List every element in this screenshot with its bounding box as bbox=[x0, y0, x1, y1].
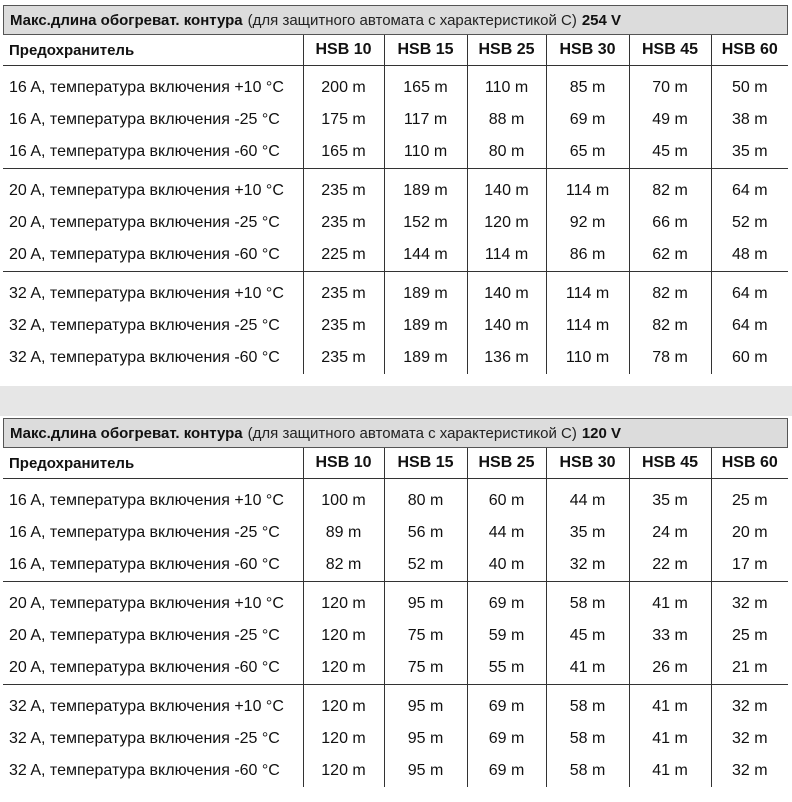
length-cell: 136 m bbox=[467, 342, 546, 374]
length-cell: 82 m bbox=[303, 549, 384, 582]
length-cell: 120 m bbox=[303, 755, 384, 787]
length-cell: 175 m bbox=[303, 104, 384, 136]
length-cell: 55 m bbox=[467, 652, 546, 685]
length-cell: 41 m bbox=[546, 652, 629, 685]
length-cell: 114 m bbox=[546, 310, 629, 342]
section-separator bbox=[0, 386, 792, 416]
length-cell: 60 m bbox=[467, 485, 546, 517]
length-cell: 50 m bbox=[731, 79, 768, 96]
length-cell: 235 m bbox=[303, 342, 384, 374]
table-row bbox=[3, 691, 788, 723]
length-cell: 88 m bbox=[467, 104, 546, 136]
length-cell: 52 m bbox=[384, 549, 467, 582]
length-cell: 35 m bbox=[711, 136, 788, 169]
length-cell: 58 m bbox=[546, 723, 629, 755]
length-cell: 58 m bbox=[546, 691, 629, 723]
length-cell: 38 m bbox=[731, 111, 768, 128]
length-cell: 120 m bbox=[303, 620, 384, 652]
column-header-model: HSB 60 bbox=[711, 448, 788, 479]
table-title: Макс.длина обогреват. контура bbox=[10, 424, 243, 442]
row-label: 20 A, температура включения +10 °C bbox=[3, 175, 303, 207]
length-cell: 25 m bbox=[731, 492, 768, 509]
length-cell: 110 m bbox=[546, 342, 629, 374]
table-voltage: 254 V bbox=[581, 11, 622, 29]
length-cell: 26 m bbox=[629, 652, 711, 685]
length-cell: 44 m bbox=[546, 485, 629, 517]
table-row bbox=[3, 278, 788, 310]
table-row bbox=[3, 517, 788, 549]
length-cell: 120 m bbox=[303, 691, 384, 723]
length-cell: 52 m bbox=[731, 214, 768, 231]
table-row bbox=[3, 620, 788, 652]
length-cell: 32 m bbox=[731, 698, 768, 715]
table-row bbox=[3, 310, 788, 342]
table-title-note: (для защитного автомата с характеристикой C) bbox=[247, 424, 577, 442]
length-cell: 114 m bbox=[546, 175, 629, 207]
length-cell: 235 m bbox=[303, 207, 384, 239]
table-row bbox=[3, 723, 788, 755]
length-cell: 60 m bbox=[731, 349, 768, 366]
column-header-model: HSB 10 bbox=[303, 448, 384, 479]
table-254v bbox=[3, 5, 788, 374]
row-label: 32 A, температура включения -60 °C bbox=[3, 342, 303, 374]
length-cell: 32 m bbox=[731, 762, 768, 779]
column-header-model: HSB 30 bbox=[546, 448, 629, 479]
length-cell: 120 m bbox=[467, 207, 546, 239]
length-cell: 117 m bbox=[384, 104, 467, 136]
table-row bbox=[3, 239, 788, 272]
column-header-model: HSB 15 bbox=[384, 448, 467, 479]
length-cell: 65 m bbox=[546, 136, 629, 169]
length-cell: 70 m bbox=[629, 72, 711, 104]
column-header-fuse: Предохранитель bbox=[3, 35, 303, 66]
table-title-note: (для защитного автомата с характеристикой C) bbox=[247, 11, 577, 29]
length-cell: 69 m bbox=[546, 104, 629, 136]
column-header-model: HSB 45 bbox=[629, 35, 711, 66]
length-cell: 114 m bbox=[467, 239, 546, 272]
length-cell: 140 m bbox=[467, 175, 546, 207]
length-cell: 62 m bbox=[629, 239, 711, 272]
length-cell: 235 m bbox=[303, 310, 384, 342]
length-cell: 225 m bbox=[303, 239, 384, 272]
length-cell: 56 m bbox=[384, 517, 467, 549]
row-label: 20 A, температура включения -25 °C bbox=[3, 207, 303, 239]
table-row bbox=[3, 175, 788, 207]
length-cell: 140 m bbox=[467, 278, 546, 310]
length-cell: 69 m bbox=[467, 691, 546, 723]
length-cell: 64 m bbox=[731, 182, 768, 199]
column-header-fuse: Предохранитель bbox=[3, 448, 303, 479]
row-label: 16 A, температура включения -60 °C bbox=[3, 549, 303, 582]
table-row bbox=[3, 104, 788, 136]
column-header-model: HSB 25 bbox=[467, 448, 546, 479]
length-cell: 82 m bbox=[629, 175, 711, 207]
length-cell: 189 m bbox=[384, 278, 467, 310]
length-cell: 89 m bbox=[303, 517, 384, 549]
length-cell: 80 m bbox=[384, 485, 467, 517]
length-cell: 82 m bbox=[629, 278, 711, 310]
length-cell: 75 m bbox=[384, 652, 467, 685]
table-row bbox=[3, 207, 788, 239]
length-cell: 64 m bbox=[731, 285, 768, 302]
table-row bbox=[3, 755, 788, 787]
length-cell: 80 m bbox=[467, 136, 546, 169]
length-cell: 114 m bbox=[546, 278, 629, 310]
row-label: 32 A, температура включения -60 °C bbox=[3, 755, 303, 787]
length-cell: 48 m bbox=[711, 239, 788, 272]
length-cell: 120 m bbox=[303, 723, 384, 755]
table-title-bar bbox=[3, 5, 788, 35]
row-label: 32 A, температура включения -25 °C bbox=[3, 723, 303, 755]
row-label: 20 A, температура включения -60 °C bbox=[3, 239, 303, 272]
length-cell: 44 m bbox=[467, 517, 546, 549]
length-cell: 64 m bbox=[731, 317, 768, 334]
length-cell: 45 m bbox=[546, 620, 629, 652]
length-cell: 40 m bbox=[467, 549, 546, 582]
length-cell: 32 m bbox=[731, 595, 768, 612]
table-row bbox=[3, 652, 788, 685]
column-header-model: HSB 45 bbox=[629, 448, 711, 479]
length-cell: 165 m bbox=[384, 72, 467, 104]
length-cell: 69 m bbox=[467, 755, 546, 787]
row-label: 20 A, температура включения +10 °C bbox=[3, 588, 303, 620]
row-label: 16 A, температура включения +10 °C bbox=[3, 72, 303, 104]
header-row bbox=[3, 35, 788, 66]
length-cell: 165 m bbox=[303, 136, 384, 169]
length-cell: 140 m bbox=[467, 310, 546, 342]
table-voltage: 120 V bbox=[581, 424, 622, 442]
length-cell: 75 m bbox=[384, 620, 467, 652]
row-label: 20 A, температура включения -60 °C bbox=[3, 652, 303, 685]
length-cell: 59 m bbox=[467, 620, 546, 652]
row-label: 16 A, температура включения +10 °C bbox=[3, 485, 303, 517]
length-cell: 17 m bbox=[711, 549, 788, 582]
length-cell: 21 m bbox=[711, 652, 788, 685]
length-cell: 24 m bbox=[629, 517, 711, 549]
row-label: 32 A, температура включения -25 °C bbox=[3, 310, 303, 342]
column-header-model: HSB 30 bbox=[546, 35, 629, 66]
length-table bbox=[3, 35, 788, 374]
length-cell: 110 m bbox=[467, 72, 546, 104]
length-cell: 189 m bbox=[384, 342, 467, 374]
row-label: 16 A, температура включения -25 °C bbox=[3, 517, 303, 549]
length-cell: 85 m bbox=[546, 72, 629, 104]
table-row bbox=[3, 588, 788, 620]
length-cell: 95 m bbox=[384, 723, 467, 755]
length-cell: 120 m bbox=[303, 588, 384, 620]
length-cell: 69 m bbox=[467, 588, 546, 620]
column-header-model: HSB 15 bbox=[384, 35, 467, 66]
length-table bbox=[3, 448, 788, 787]
table-title: Макс.длина обогреват. контура bbox=[10, 11, 243, 29]
length-cell: 78 m bbox=[629, 342, 711, 374]
table-row bbox=[3, 72, 788, 104]
length-cell: 189 m bbox=[384, 175, 467, 207]
length-cell: 35 m bbox=[629, 485, 711, 517]
header-row bbox=[3, 448, 788, 479]
length-cell: 41 m bbox=[629, 588, 711, 620]
length-cell: 32 m bbox=[731, 730, 768, 747]
column-header-model: HSB 60 bbox=[711, 35, 788, 66]
row-label: 16 A, температура включения -60 °C bbox=[3, 136, 303, 169]
row-label: 16 A, температура включения -25 °C bbox=[3, 104, 303, 136]
column-header-model: HSB 25 bbox=[467, 35, 546, 66]
length-cell: 41 m bbox=[629, 755, 711, 787]
length-cell: 22 m bbox=[629, 549, 711, 582]
length-cell: 235 m bbox=[303, 175, 384, 207]
length-cell: 58 m bbox=[546, 588, 629, 620]
length-cell: 82 m bbox=[629, 310, 711, 342]
row-label: 20 A, температура включения -25 °C bbox=[3, 620, 303, 652]
length-cell: 20 m bbox=[731, 524, 768, 541]
length-cell: 58 m bbox=[546, 755, 629, 787]
length-cell: 95 m bbox=[384, 691, 467, 723]
column-header-model: HSB 10 bbox=[303, 35, 384, 66]
length-cell: 33 m bbox=[629, 620, 711, 652]
table-title-bar bbox=[3, 418, 788, 448]
length-cell: 120 m bbox=[303, 652, 384, 685]
length-cell: 100 m bbox=[303, 485, 384, 517]
row-label: 32 A, температура включения +10 °C bbox=[3, 278, 303, 310]
length-cell: 41 m bbox=[629, 723, 711, 755]
table-row bbox=[3, 485, 788, 517]
table-row bbox=[3, 136, 788, 169]
length-cell: 69 m bbox=[467, 723, 546, 755]
length-cell: 35 m bbox=[546, 517, 629, 549]
length-cell: 25 m bbox=[731, 627, 768, 644]
row-label: 32 A, температура включения +10 °C bbox=[3, 691, 303, 723]
length-cell: 110 m bbox=[384, 136, 467, 169]
length-cell: 189 m bbox=[384, 310, 467, 342]
table-120v bbox=[3, 418, 788, 787]
length-cell: 235 m bbox=[303, 278, 384, 310]
length-cell: 92 m bbox=[546, 207, 629, 239]
table-row bbox=[3, 549, 788, 582]
length-cell: 152 m bbox=[384, 207, 467, 239]
length-cell: 95 m bbox=[384, 755, 467, 787]
length-cell: 86 m bbox=[546, 239, 629, 272]
length-cell: 95 m bbox=[384, 588, 467, 620]
length-cell: 200 m bbox=[303, 72, 384, 104]
table-row bbox=[3, 342, 788, 374]
length-cell: 144 m bbox=[384, 239, 467, 272]
length-cell: 45 m bbox=[629, 136, 711, 169]
length-cell: 49 m bbox=[629, 104, 711, 136]
length-cell: 66 m bbox=[629, 207, 711, 239]
length-cell: 32 m bbox=[546, 549, 629, 582]
length-cell: 41 m bbox=[629, 691, 711, 723]
